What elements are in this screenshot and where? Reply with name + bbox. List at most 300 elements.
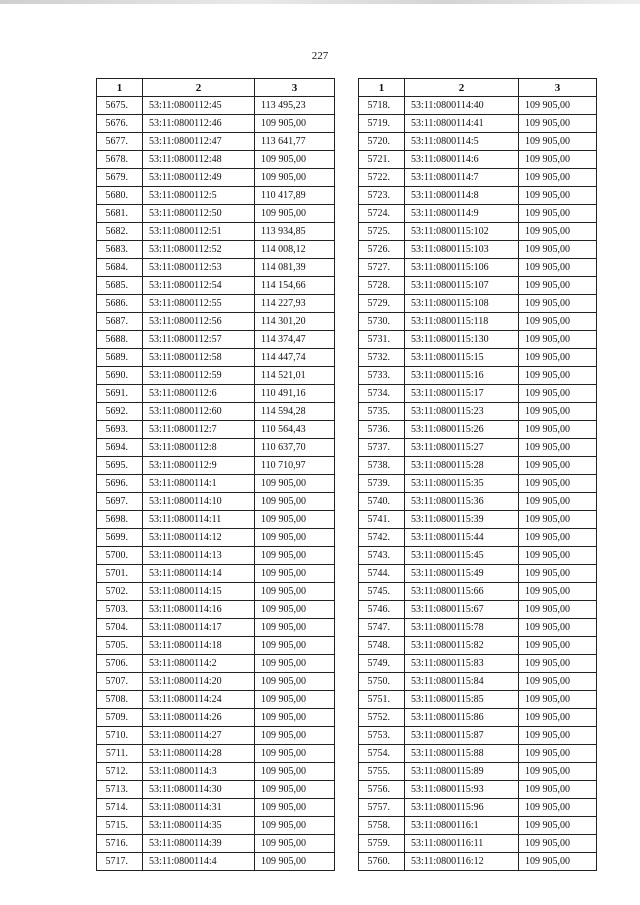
row-number-cell: 5736. [359,421,405,439]
cadastral-number-cell: 53:11:0800115:107 [405,277,519,295]
cadastral-value-cell: 114 227,93 [255,295,335,313]
cadastral-value-cell: 109 905,00 [519,115,597,133]
row-number-cell: 5684. [97,259,143,277]
table-row [359,799,597,817]
cadastral-value-cell: 109 905,00 [519,493,597,511]
cadastral-number-cell: 53:11:0800115:15 [405,349,519,367]
table-row [97,565,335,583]
row-number-cell: 5726. [359,241,405,259]
table-row [97,637,335,655]
row-number-cell: 5722. [359,169,405,187]
row-number-cell: 5690. [97,367,143,385]
table-row [97,277,335,295]
cadastral-value-cell: 109 905,00 [255,727,335,745]
row-number-cell: 5686. [97,295,143,313]
cadastral-number-cell: 53:11:0800112:59 [143,367,255,385]
cadastral-value-cell: 109 905,00 [255,637,335,655]
cadastral-number-cell: 53:11:0800114:7 [405,169,519,187]
cadastral-number-cell: 53:11:0800116:12 [405,853,519,871]
table-row [97,583,335,601]
cadastral-number-cell: 53:11:0800115:106 [405,259,519,277]
row-number-cell: 5692. [97,403,143,421]
table-row [97,421,335,439]
table-row [359,763,597,781]
cadastral-number-cell: 53:11:0800115:88 [405,745,519,763]
cadastral-value-cell: 109 905,00 [255,565,335,583]
cadastral-number-cell: 53:11:0800112:52 [143,241,255,259]
table-row [97,745,335,763]
row-number-cell: 5729. [359,295,405,313]
table-row [97,295,335,313]
row-number-cell: 5678. [97,151,143,169]
table-row [359,115,597,133]
cadastral-number-cell: 53:11:0800115:89 [405,763,519,781]
table-row [359,745,597,763]
register-table-left [96,78,335,871]
row-number-cell: 5749. [359,655,405,673]
row-number-cell: 5742. [359,529,405,547]
cadastral-value-cell: 109 905,00 [255,169,335,187]
row-number-cell: 5735. [359,403,405,421]
row-number-cell: 5743. [359,547,405,565]
row-number-cell: 5704. [97,619,143,637]
cadastral-number-cell: 53:11:0800114:2 [143,655,255,673]
cadastral-value-cell: 109 905,00 [255,493,335,511]
row-number-cell: 5705. [97,637,143,655]
cadastral-number-cell: 53:11:0800112:9 [143,457,255,475]
cadastral-value-cell: 109 905,00 [519,691,597,709]
table-row [97,331,335,349]
cadastral-number-cell: 53:11:0800114:35 [143,817,255,835]
cadastral-number-cell: 53:11:0800114:27 [143,727,255,745]
cadastral-number-cell: 53:11:0800115:78 [405,619,519,637]
cadastral-value-cell: 109 905,00 [519,511,597,529]
row-number-cell: 5733. [359,367,405,385]
table-row [359,403,597,421]
table-row [97,493,335,511]
cadastral-number-cell: 53:11:0800115:84 [405,673,519,691]
cadastral-value-cell: 114 081,39 [255,259,335,277]
cadastral-number-cell: 53:11:0800114:9 [405,205,519,223]
cadastral-number-cell: 53:11:0800115:118 [405,313,519,331]
table-row [359,367,597,385]
cadastral-number-cell: 53:11:0800114:6 [405,151,519,169]
cadastral-number-cell: 53:11:0800115:44 [405,529,519,547]
cadastral-number-cell: 53:11:0800114:1 [143,475,255,493]
cadastral-value-cell: 114 594,28 [255,403,335,421]
cadastral-value-cell: 113 495,23 [255,97,335,115]
cadastral-value-cell: 109 905,00 [519,277,597,295]
table-row [97,673,335,691]
cadastral-number-cell: 53:11:0800112:60 [143,403,255,421]
row-number-cell: 5681. [97,205,143,223]
cadastral-value-cell: 109 905,00 [255,817,335,835]
cadastral-value-cell: 109 905,00 [519,403,597,421]
table-row [359,277,597,295]
cadastral-value-cell: 110 564,43 [255,421,335,439]
cadastral-value-cell: 109 905,00 [255,709,335,727]
cadastral-number-cell: 53:11:0800115:86 [405,709,519,727]
cadastral-value-cell: 109 905,00 [519,475,597,493]
row-number-cell: 5746. [359,601,405,619]
table-row [97,817,335,835]
cadastral-number-cell: 53:11:0800112:46 [143,115,255,133]
cadastral-number-cell: 53:11:0800115:130 [405,331,519,349]
row-number-cell: 5695. [97,457,143,475]
row-number-cell: 5738. [359,457,405,475]
cadastral-number-cell: 53:11:0800112:50 [143,205,255,223]
row-number-cell: 5707. [97,673,143,691]
cadastral-number-cell: 53:11:0800115:85 [405,691,519,709]
table-row [359,655,597,673]
cadastral-value-cell: 110 417,89 [255,187,335,205]
cadastral-number-cell: 53:11:0800112:56 [143,313,255,331]
cadastral-number-cell: 53:11:0800112:7 [143,421,255,439]
table-row [359,205,597,223]
cadastral-number-cell: 53:11:0800115:17 [405,385,519,403]
table-row [97,385,335,403]
cadastral-value-cell: 109 905,00 [519,133,597,151]
cadastral-value-cell: 114 521,01 [255,367,335,385]
cadastral-value-cell: 109 905,00 [519,673,597,691]
cadastral-number-cell: 53:11:0800112:51 [143,223,255,241]
row-number-cell: 5740. [359,493,405,511]
table-row [97,799,335,817]
table-row [359,457,597,475]
row-number-cell: 5758. [359,817,405,835]
cadastral-number-cell: 53:11:0800115:66 [405,583,519,601]
cadastral-value-cell: 109 905,00 [519,205,597,223]
row-number-cell: 5710. [97,727,143,745]
table-row [97,151,335,169]
table-row [97,691,335,709]
column-header-value: 3 [255,79,335,97]
row-number-cell: 5694. [97,439,143,457]
cadastral-number-cell: 53:11:0800115:82 [405,637,519,655]
cadastral-value-cell: 109 905,00 [519,709,597,727]
cadastral-number-cell: 53:11:0800112:8 [143,439,255,457]
row-number-cell: 5689. [97,349,143,367]
table-row [97,115,335,133]
table-row [359,421,597,439]
cadastral-number-cell: 53:11:0800114:28 [143,745,255,763]
cadastral-value-cell: 109 905,00 [255,151,335,169]
cadastral-number-cell: 53:11:0800112:53 [143,259,255,277]
row-number-cell: 5752. [359,709,405,727]
cadastral-value-cell: 109 905,00 [519,331,597,349]
table-row [359,169,597,187]
cadastral-number-cell: 53:11:0800114:4 [143,853,255,871]
row-number-cell: 5680. [97,187,143,205]
cadastral-value-cell: 109 905,00 [255,529,335,547]
table-row [97,349,335,367]
row-number-cell: 5754. [359,745,405,763]
cadastral-value-cell: 109 905,00 [255,799,335,817]
cadastral-value-cell: 109 905,00 [255,835,335,853]
cadastral-number-cell: 53:11:0800114:30 [143,781,255,799]
cadastral-number-cell: 53:11:0800114:31 [143,799,255,817]
cadastral-number-cell: 53:11:0800112:48 [143,151,255,169]
cadastral-value-cell: 109 905,00 [519,349,597,367]
row-number-cell: 5693. [97,421,143,439]
cadastral-value-cell: 109 905,00 [519,367,597,385]
row-number-cell: 5732. [359,349,405,367]
cadastral-number-cell: 53:11:0800112:54 [143,277,255,295]
cadastral-value-cell: 109 905,00 [255,475,335,493]
cadastral-value-cell: 109 905,00 [255,745,335,763]
row-number-cell: 5717. [97,853,143,871]
table-row [359,151,597,169]
cadastral-number-cell: 53:11:0800112:45 [143,97,255,115]
table-row [97,475,335,493]
cadastral-number-cell: 53:11:0800114:26 [143,709,255,727]
cadastral-value-cell: 114 008,12 [255,241,335,259]
cadastral-number-cell: 53:11:0800112:58 [143,349,255,367]
cadastral-number-cell: 53:11:0800115:108 [405,295,519,313]
row-number-cell: 5739. [359,475,405,493]
row-number-cell: 5725. [359,223,405,241]
row-number-cell: 5676. [97,115,143,133]
cadastral-number-cell: 53:11:0800112:55 [143,295,255,313]
table-row [97,619,335,637]
cadastral-number-cell: 53:11:0800115:27 [405,439,519,457]
row-number-cell: 5737. [359,439,405,457]
table-row [359,835,597,853]
cadastral-number-cell: 53:11:0800114:15 [143,583,255,601]
table-row [359,223,597,241]
table-row [359,601,597,619]
cadastral-value-cell: 109 905,00 [255,205,335,223]
cadastral-value-cell: 109 905,00 [255,619,335,637]
cadastral-value-cell: 109 905,00 [519,835,597,853]
cadastral-number-cell: 53:11:0800115:35 [405,475,519,493]
row-number-cell: 5698. [97,511,143,529]
table-row [359,817,597,835]
row-number-cell: 5711. [97,745,143,763]
cadastral-value-cell: 109 905,00 [519,97,597,115]
table-row [97,259,335,277]
table-row [97,367,335,385]
table-row [359,691,597,709]
row-number-cell: 5756. [359,781,405,799]
cadastral-value-cell: 109 905,00 [255,655,335,673]
table-row [97,241,335,259]
cadastral-value-cell: 110 710,97 [255,457,335,475]
cadastral-number-cell: 53:11:0800115:26 [405,421,519,439]
row-number-cell: 5696. [97,475,143,493]
cadastral-value-cell: 109 905,00 [519,259,597,277]
cadastral-number-cell: 53:11:0800115:103 [405,241,519,259]
row-number-cell: 5751. [359,691,405,709]
row-number-cell: 5679. [97,169,143,187]
cadastral-number-cell: 53:11:0800115:39 [405,511,519,529]
column-header-number: 1 [359,79,405,97]
cadastral-value-cell: 109 905,00 [519,853,597,871]
table-row [97,727,335,745]
cadastral-value-cell: 114 154,66 [255,277,335,295]
table-row [359,565,597,583]
row-number-cell: 5760. [359,853,405,871]
cadastral-value-cell: 109 905,00 [519,763,597,781]
cadastral-number-cell: 53:11:0800114:10 [143,493,255,511]
table-row [359,781,597,799]
table-row [97,439,335,457]
table-row [97,223,335,241]
cadastral-number-cell: 53:11:0800115:93 [405,781,519,799]
cadastral-value-cell: 109 905,00 [519,421,597,439]
cadastral-value-cell: 109 905,00 [255,763,335,781]
cadastral-value-cell: 109 905,00 [519,637,597,655]
row-number-cell: 5685. [97,277,143,295]
column-header-cadastral: 2 [143,79,255,97]
cadastral-number-cell: 53:11:0800114:40 [405,97,519,115]
table-row [97,547,335,565]
row-number-cell: 5677. [97,133,143,151]
cadastral-number-cell: 53:11:0800115:83 [405,655,519,673]
cadastral-value-cell: 109 905,00 [519,187,597,205]
table-row [359,133,597,151]
row-number-cell: 5718. [359,97,405,115]
cadastral-number-cell: 53:11:0800112:47 [143,133,255,151]
cadastral-value-cell: 109 905,00 [519,583,597,601]
table-row [359,637,597,655]
cadastral-value-cell: 109 905,00 [255,547,335,565]
cadastral-number-cell: 53:11:0800114:17 [143,619,255,637]
cadastral-number-cell: 53:11:0800115:96 [405,799,519,817]
row-number-cell: 5691. [97,385,143,403]
cadastral-value-cell: 114 301,20 [255,313,335,331]
cadastral-number-cell: 53:11:0800115:28 [405,457,519,475]
cadastral-value-cell: 114 374,47 [255,331,335,349]
cadastral-number-cell: 53:11:0800115:45 [405,547,519,565]
cadastral-number-cell: 53:11:0800114:14 [143,565,255,583]
row-number-cell: 5701. [97,565,143,583]
cadastral-number-cell: 53:11:0800114:12 [143,529,255,547]
table-row [359,511,597,529]
cadastral-value-cell: 109 905,00 [519,619,597,637]
cadastral-value-cell: 109 905,00 [519,223,597,241]
column-header-cadastral: 2 [405,79,519,97]
table-row [97,601,335,619]
row-number-cell: 5727. [359,259,405,277]
row-number-cell: 5697. [97,493,143,511]
table-row [359,547,597,565]
row-number-cell: 5688. [97,331,143,349]
cadastral-value-cell: 113 641,77 [255,133,335,151]
row-number-cell: 5745. [359,583,405,601]
row-number-cell: 5683. [97,241,143,259]
cadastral-number-cell: 53:11:0800114:39 [143,835,255,853]
cadastral-number-cell: 53:11:0800114:16 [143,601,255,619]
row-number-cell: 5757. [359,799,405,817]
row-number-cell: 5731. [359,331,405,349]
row-number-cell: 5723. [359,187,405,205]
row-number-cell: 5682. [97,223,143,241]
cadastral-number-cell: 53:11:0800114:11 [143,511,255,529]
cadastral-value-cell: 109 905,00 [519,655,597,673]
cadastral-value-cell: 109 905,00 [519,313,597,331]
row-number-cell: 5741. [359,511,405,529]
cadastral-number-cell: 53:11:0800115:23 [405,403,519,421]
table-row [97,511,335,529]
table-row [97,835,335,853]
cadastral-value-cell: 109 905,00 [255,673,335,691]
row-number-cell: 5753. [359,727,405,745]
cadastral-number-cell: 53:11:0800112:5 [143,187,255,205]
table-row [97,457,335,475]
cadastral-value-cell: 109 905,00 [255,511,335,529]
cadastral-value-cell: 109 905,00 [519,601,597,619]
table-row [359,583,597,601]
table-row [359,493,597,511]
table-row [359,97,597,115]
table-row [97,781,335,799]
cadastral-value-cell: 109 905,00 [519,781,597,799]
table-row [97,853,335,871]
table-row [359,187,597,205]
table-row [359,295,597,313]
cadastral-number-cell: 53:11:0800114:24 [143,691,255,709]
table-row [359,709,597,727]
cadastral-value-cell: 109 905,00 [255,583,335,601]
cadastral-value-cell: 109 905,00 [519,457,597,475]
row-number-cell: 5748. [359,637,405,655]
table-row [97,169,335,187]
cadastral-number-cell: 53:11:0800114:18 [143,637,255,655]
table-row [359,313,597,331]
column-header-number: 1 [97,79,143,97]
table-row [97,133,335,151]
cadastral-value-cell: 110 637,70 [255,439,335,457]
cadastral-value-cell: 109 905,00 [519,817,597,835]
row-number-cell: 5716. [97,835,143,853]
table-row [359,619,597,637]
table-row [97,529,335,547]
table-row [359,439,597,457]
table-row [97,313,335,331]
row-number-cell: 5706. [97,655,143,673]
row-number-cell: 5728. [359,277,405,295]
cadastral-number-cell: 53:11:0800115:102 [405,223,519,241]
row-number-cell: 5709. [97,709,143,727]
table-row [359,529,597,547]
cadastral-number-cell: 53:11:0800112:6 [143,385,255,403]
row-number-cell: 5759. [359,835,405,853]
cadastral-value-cell: 110 491,16 [255,385,335,403]
cadastral-number-cell: 53:11:0800114:8 [405,187,519,205]
table-row [97,763,335,781]
table-row [359,673,597,691]
table-row [359,331,597,349]
row-number-cell: 5700. [97,547,143,565]
cadastral-number-cell: 53:11:0800115:16 [405,367,519,385]
cadastral-value-cell: 109 905,00 [519,565,597,583]
register-table-right [358,78,597,871]
row-number-cell: 5724. [359,205,405,223]
column-header-value: 3 [519,79,597,97]
row-number-cell: 5734. [359,385,405,403]
scan-top-edge [0,0,640,4]
cadastral-number-cell: 53:11:0800114:5 [405,133,519,151]
table-row [97,403,335,421]
cadastral-value-cell: 109 905,00 [519,295,597,313]
table-row [359,727,597,745]
cadastral-number-cell: 53:11:0800112:49 [143,169,255,187]
cadastral-number-cell: 53:11:0800116:11 [405,835,519,853]
cadastral-value-cell: 109 905,00 [519,799,597,817]
cadastral-value-cell: 109 905,00 [255,781,335,799]
table-row [359,241,597,259]
